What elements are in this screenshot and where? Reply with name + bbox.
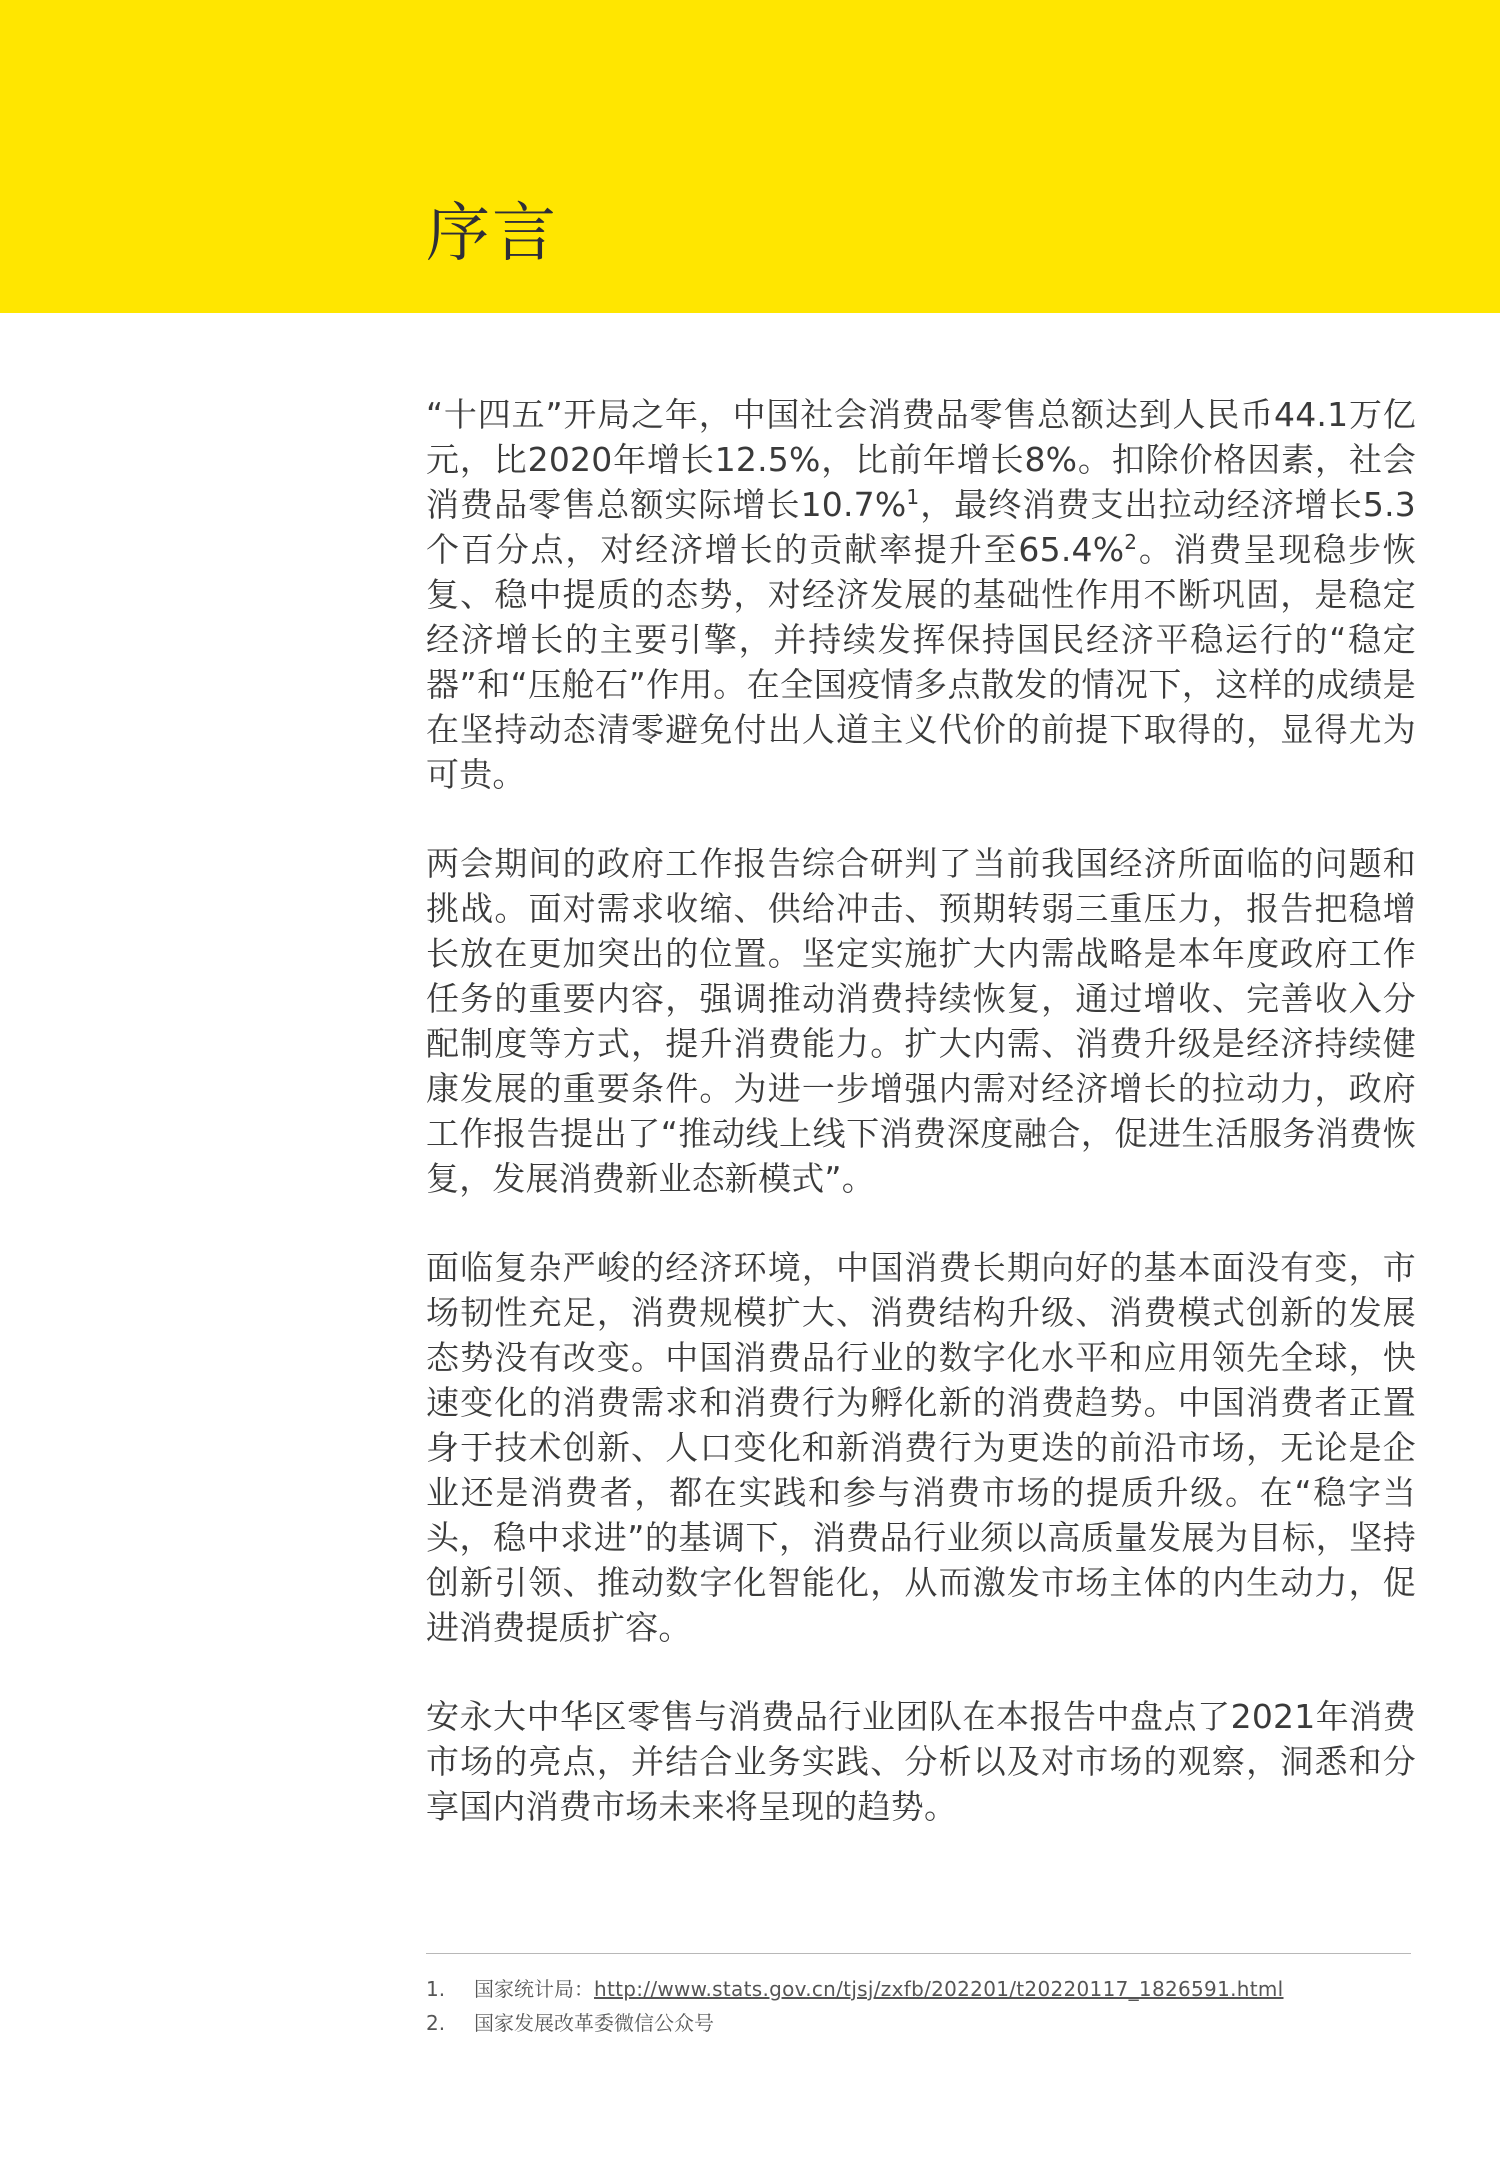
page-title: 序言 — [426, 197, 558, 271]
paragraph-1 — [426, 392, 1416, 797]
footnote-1 — [426, 1972, 1411, 2006]
paragraph-1-text-c: 。消费呈现稳步恢复、稳中提质的态势，对经济发展的基础性作用不断巩固，是稳定经济增长的主要引擎，并持续发挥保持国民经济平稳运行的“稳定器”和“压舱石”作用。在全国疫情多点散发的情况下，这样的成绩是在坚持动态清零避免付出人道主义代价的前提下取得的，显得尤为可贵。 — [426, 530, 1416, 794]
paragraph-1-text-a: “十四五”开局之年，中国社会消费品零售总额达到人民币44.1万亿元，比2020年增长12.5%，比前年增长8%。扣除价格因素，社会消费品零售总额实际增长10.7% — [426, 395, 1416, 524]
footnote-1-label: 国家统计局： — [474, 1977, 594, 2001]
paragraph-1-text-b: ，最终消费支出拉动经济增长5.3个百分点，对经济增长的贡献率提升至65.4% — [426, 485, 1416, 569]
footnote-list — [426, 1972, 1411, 2040]
footnote-2-label: 国家发展改革委微信公众号 — [474, 2011, 714, 2035]
footnote-1-link[interactable]: http://www.stats.gov.cn/tjsj/zxfb/202201/t20220117_1826591.html — [594, 1977, 1284, 2001]
body-text — [426, 392, 1416, 1873]
footnote-ref-1[interactable]: 1 — [906, 485, 920, 509]
footnote-2 — [426, 2006, 1411, 2040]
header-band — [0, 0, 1500, 313]
paragraph-4: 安永大中华区零售与消费品行业团队在本报告中盘点了2021年消费市场的亮点，并结合业务实践、分析以及对市场的观察，洞悉和分享国内消费市场未来将呈现的趋势。 — [426, 1697, 1416, 1826]
footnote-divider — [426, 1953, 1411, 1954]
paragraph-3: 面临复杂严峻的经济环境，中国消费长期向好的基本面没有变，市场韧性充足，消费规模扩大、消费结构升级、消费模式创新的发展态势没有改变。中国消费品行业的数字化水平和应用领先全球，快速变化的消费需求和消费行为孵化新的消费趋势。中国消费者正置身于技术创新、人口变化和新消费行为更迭的前沿市场，无论是企业还是消费者，都在实践和参与消费市场的提质升级。在“稳字当头，稳中求进”的基调下，消费品行业须以高质量发展为目标，坚持创新引领、推动数字化智能化，从而激发市场主体的内生动力，促进消费提质扩容。 — [426, 1248, 1416, 1647]
footnote-ref-2[interactable]: 2 — [1124, 530, 1138, 554]
footnote-1-number: 1. — [426, 1977, 446, 2001]
footnote-2-number: 2. — [426, 2011, 446, 2035]
paragraph-2: 两会期间的政府工作报告综合研判了当前我国经济所面临的问题和挑战。面对需求收缩、供给冲击、预期转弱三重压力，报告把稳增长放在更加突出的位置。坚定实施扩大内需战略是本年度政府工作任务的重要内容，强调推动消费持续恢复，通过增收、完善收入分配制度等方式，提升消费能力。扩大内需、消费升级是经济持续健康发展的重要条件。为进一步增强内需对经济增长的拉动力，政府工作报告提出了“推动线上线下消费深度融合，促进生活服务消费恢复，发展消费新业态新模式”。 — [426, 844, 1416, 1198]
